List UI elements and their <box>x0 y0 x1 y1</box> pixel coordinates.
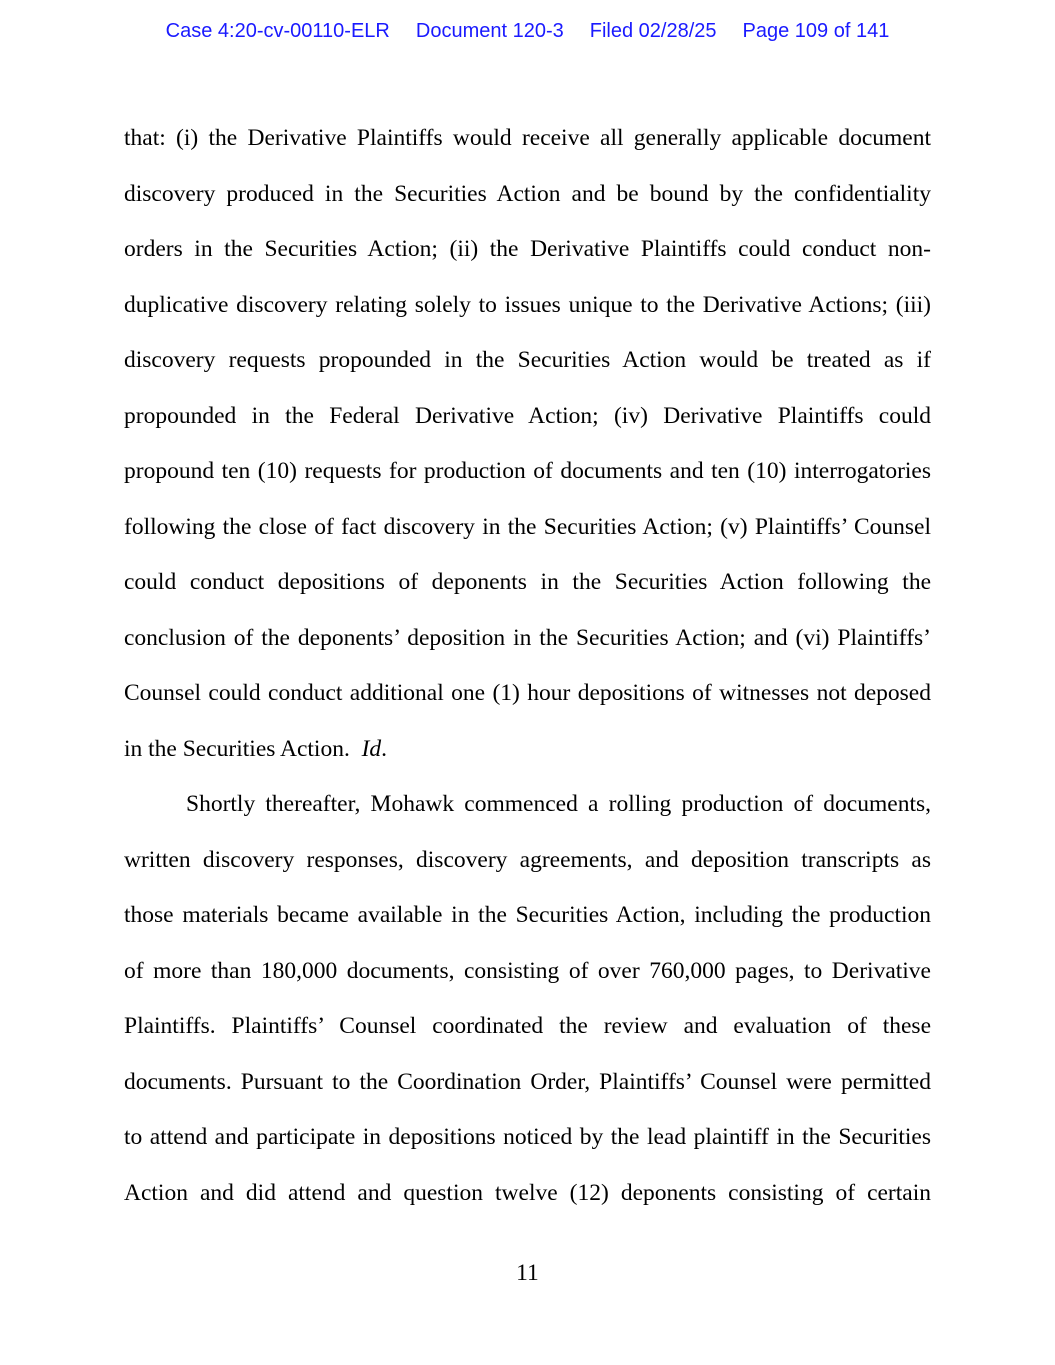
text-line: could conduct depositions of deponents in the Securities Action following the <box>124 569 931 595</box>
text-line: discovery requests propounded in the Securities Action would be treated as if <box>124 347 931 373</box>
text-line: documents. Pursuant to the Coordination Order, Plaintiffs’ Counsel were permitted <box>124 1068 931 1095</box>
citation: Id <box>361 735 382 762</box>
text-line: Plaintiffs. Plaintiffs’ Counsel coordinated the review and evaluation of these <box>124 1013 931 1039</box>
text-line: Action and did attend and question twelve (12) deponents consisting of certain <box>124 1179 931 1206</box>
paragraph-2 <box>124 777 931 1221</box>
text-line: written discovery responses, discovery agreements, and deposition transcripts as <box>124 846 931 873</box>
text-run: . <box>381 735 388 762</box>
text-line: propound ten (10) requests for production of documents and ten (10) interrogatories <box>124 458 931 484</box>
text-line: Counsel could conduct additional one (1) hour depositions of witnesses not deposed <box>124 680 931 706</box>
text-line <box>124 722 931 778</box>
court-filing-header <box>0 20 1055 43</box>
document-number: Document 120-3 <box>415 20 564 42</box>
text-run: in the Securities Action. <box>124 735 362 762</box>
text-line: discovery produced in the Securities Action and be bound by the confidentiality <box>124 180 931 207</box>
page-number: 11 <box>516 1260 539 1286</box>
body-text <box>124 111 931 1221</box>
text-line: propounded in the Federal Derivative Action; (iv) Derivative Plaintiffs could <box>124 402 931 429</box>
text-line: duplicative discovery relating solely to issues unique to the Derivative Actions; (iii) <box>124 291 931 318</box>
text-line: to attend and participate in depositions noticed by the lead plaintiff in the Securities <box>124 1124 931 1150</box>
text-line: that: (i) the Derivative Plaintiffs would receive all generally applicable document <box>124 125 931 151</box>
text-line: Shortly thereafter, Mohawk commenced a rolling production of documents, <box>186 791 931 817</box>
filed-date: Filed 02/28/25 <box>589 20 717 42</box>
paragraph-1 <box>124 111 931 777</box>
case-number: Case 4:20-cv-00110-ELR <box>165 20 390 42</box>
page-of-total: Page 109 of 141 <box>742 20 890 42</box>
text-line: conclusion of the deponents’ deposition in the Securities Action; and (vi) Plaintiffs’ <box>124 624 931 651</box>
text-line: those materials became available in the Securities Action, including the production <box>124 902 931 928</box>
text-line: following the close of fact discovery in the Securities Action; (v) Plaintiffs’ Counsel <box>124 513 931 540</box>
text-line: orders in the Securities Action; (ii) the Derivative Plaintiffs could conduct non- <box>124 236 931 262</box>
text-line: of more than 180,000 documents, consisting of over 760,000 pages, to Derivative <box>124 957 931 984</box>
